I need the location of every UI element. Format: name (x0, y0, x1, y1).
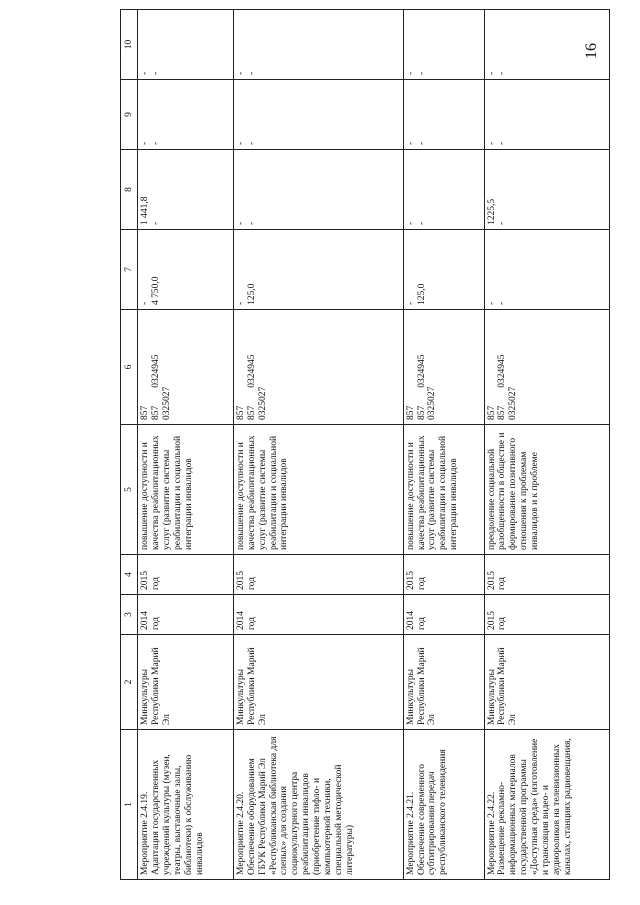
start-year-cell (138, 595, 234, 635)
start-year-cell (233, 595, 403, 635)
budget-code-cell (403, 310, 484, 425)
executor-cell (233, 635, 403, 730)
measure-cell (484, 730, 609, 880)
col7-cell (233, 230, 403, 310)
column-header: 7 (121, 230, 138, 310)
column-header: 6 (121, 310, 138, 425)
rotated-table-container (120, 10, 610, 880)
end-year-cell-text: 2015 год (405, 571, 427, 590)
measure-cell (138, 730, 234, 880)
executor-cell (138, 635, 234, 730)
column-header: 5 (121, 425, 138, 555)
col9-cell-text: - - (140, 141, 161, 145)
executor-cell (403, 635, 484, 730)
col10-cell-text: - - (405, 71, 427, 75)
col7-cell (484, 230, 609, 310)
expected-result-cell (138, 425, 234, 555)
expected-result-cell-text: преодоление социальной разобщенности в обществе и формирование позитивного отношения к проблемам инвалидов и к проблеме (486, 432, 541, 550)
col10-cell (233, 10, 403, 80)
col7-cell-text: - 125,0 (235, 283, 257, 305)
expected-result-cell (403, 425, 484, 555)
budget-code-cell-code-text: 0324945 0325027 (246, 354, 268, 420)
page-number: 16 (583, 43, 600, 59)
end-year-cell-text: 2015 год (486, 571, 508, 590)
executor-cell (484, 635, 609, 730)
col10-cell (484, 10, 609, 80)
budget-code-cell-code-text: 0324945 0325027 (150, 354, 172, 420)
end-year-cell (138, 555, 234, 595)
end-year-cell (403, 555, 484, 595)
measure-cell-text: Мероприятие 2.4.21. Обеспечение современного субтитрирования передач республиканского телевидения (405, 749, 449, 875)
expected-result-cell-text: повышение доступности и качества реабилитационных услуг (развитие системы реабилитации и социальной интеграции инвалидов (235, 435, 290, 550)
col8-cell (138, 150, 234, 230)
col10-cell (138, 10, 234, 80)
col10-cell (403, 10, 484, 80)
start-year-cell-text: 2014 год (405, 611, 427, 630)
column-header: 1 (121, 730, 138, 880)
budget-code-cell-text: 857 857 (405, 405, 427, 420)
expected-result-cell-text: повышение доступности и качества реабилитационных услуг (развитие системы реабилитации и социальной интеграции инвалидов (405, 435, 460, 550)
expected-result-cell (484, 425, 609, 555)
col9-cell (233, 80, 403, 150)
budget-code-cell-text: 857 857 (235, 405, 257, 420)
measures-table (120, 9, 610, 880)
budget-code-cell-code-text: 0324945 0325027 (416, 354, 438, 420)
col8-cell-text: 1225,5 - (486, 198, 508, 225)
start-year-cell-text: 2014 год (140, 611, 161, 630)
column-header: 4 (121, 555, 138, 595)
col9-cell-text: - - (405, 141, 427, 145)
col8-cell (484, 150, 609, 230)
header-row (121, 10, 138, 880)
column-header: 2 (121, 635, 138, 730)
start-year-cell-text: 2015 год (486, 611, 508, 630)
start-year-cell (403, 595, 484, 635)
col9-cell (403, 80, 484, 150)
table-row (484, 10, 609, 880)
end-year-cell-text: 2015 год (235, 571, 257, 590)
col8-cell (233, 150, 403, 230)
expected-result-cell (233, 425, 403, 555)
column-header: 3 (121, 595, 138, 635)
table-row (403, 10, 484, 880)
table-row (233, 10, 403, 880)
expected-result-cell-text: повышение доступности и качества реабилитационных услуг (развитие системы реабилитации и социальной интеграции инвалидов (140, 435, 194, 550)
col8-cell (403, 150, 484, 230)
executor-cell-text: Минкультуры Республики Марий Эл (140, 647, 172, 725)
col7-cell (403, 230, 484, 310)
column-header: 10 (121, 10, 138, 80)
col7-cell-text: - 125,0 (405, 283, 427, 305)
measure-cell (403, 730, 484, 880)
column-header: 8 (121, 150, 138, 230)
col7-cell-text: - 4 750,0 (140, 276, 161, 305)
col10-cell-text: - - (140, 71, 161, 75)
measure-cell (233, 730, 403, 880)
budget-code-cell (484, 310, 609, 425)
start-year-cell-text: 2014 год (235, 611, 257, 630)
col7-cell-text: - - (486, 301, 508, 305)
col8-cell-text: 1 441,8 - (140, 196, 161, 225)
executor-cell-text: Минкультуры Республики Марий Эл (235, 647, 268, 725)
measure-cell-text: Мероприятие 2.4.20. Обеспечение оборудованием ГБУК Республики Марий Эл «Республиканская библиотека для слепых» для создания социокультурного центра реабилитации инвалидов (приобретение тифло- и компьютерной техники, специальной методической литературы) (235, 736, 355, 875)
col9-cell (138, 80, 234, 150)
budget-code-cell (233, 310, 403, 425)
col8-cell-text: - - (235, 221, 257, 225)
start-year-cell (484, 595, 609, 635)
col10-cell-text: - - (486, 71, 508, 75)
column-header: 9 (121, 80, 138, 150)
end-year-cell (484, 555, 609, 595)
col9-cell-text: - - (235, 141, 257, 145)
end-year-cell-text: 2015 год (140, 571, 161, 590)
col7-cell (138, 230, 234, 310)
col9-cell (484, 80, 609, 150)
end-year-cell (233, 555, 403, 595)
measure-cell-text: Мероприятие 2.4.22. Размещение рекламно-информационных материалов государственной программы «Доступная среда» (изготовление и трансляция видео- и аудиороликов на телевизионных каналах, станциях радиовещания, (486, 738, 574, 875)
budget-code-cell-text: 857 857 (486, 405, 508, 420)
col8-cell-text: - - (405, 221, 427, 225)
executor-cell-text: Минкультуры Республики Марий Эл (486, 647, 519, 725)
table-row (138, 10, 234, 880)
col10-cell-text: - - (235, 71, 257, 75)
budget-code-cell-code-text: 0324945 0325027 (497, 354, 519, 420)
measure-cell-text: Мероприятие 2.4.19. Адаптация государственных учреждений культуры (музеи, театры, выставочные залы, библиотеки) к обслуживанию инвалидов (140, 754, 205, 875)
col9-cell-text: - - (486, 141, 508, 145)
executor-cell-text: Минкультуры Республики Марий Эл (405, 647, 438, 725)
budget-code-cell (138, 310, 234, 425)
budget-code-cell-text: 857 857 (140, 405, 161, 420)
